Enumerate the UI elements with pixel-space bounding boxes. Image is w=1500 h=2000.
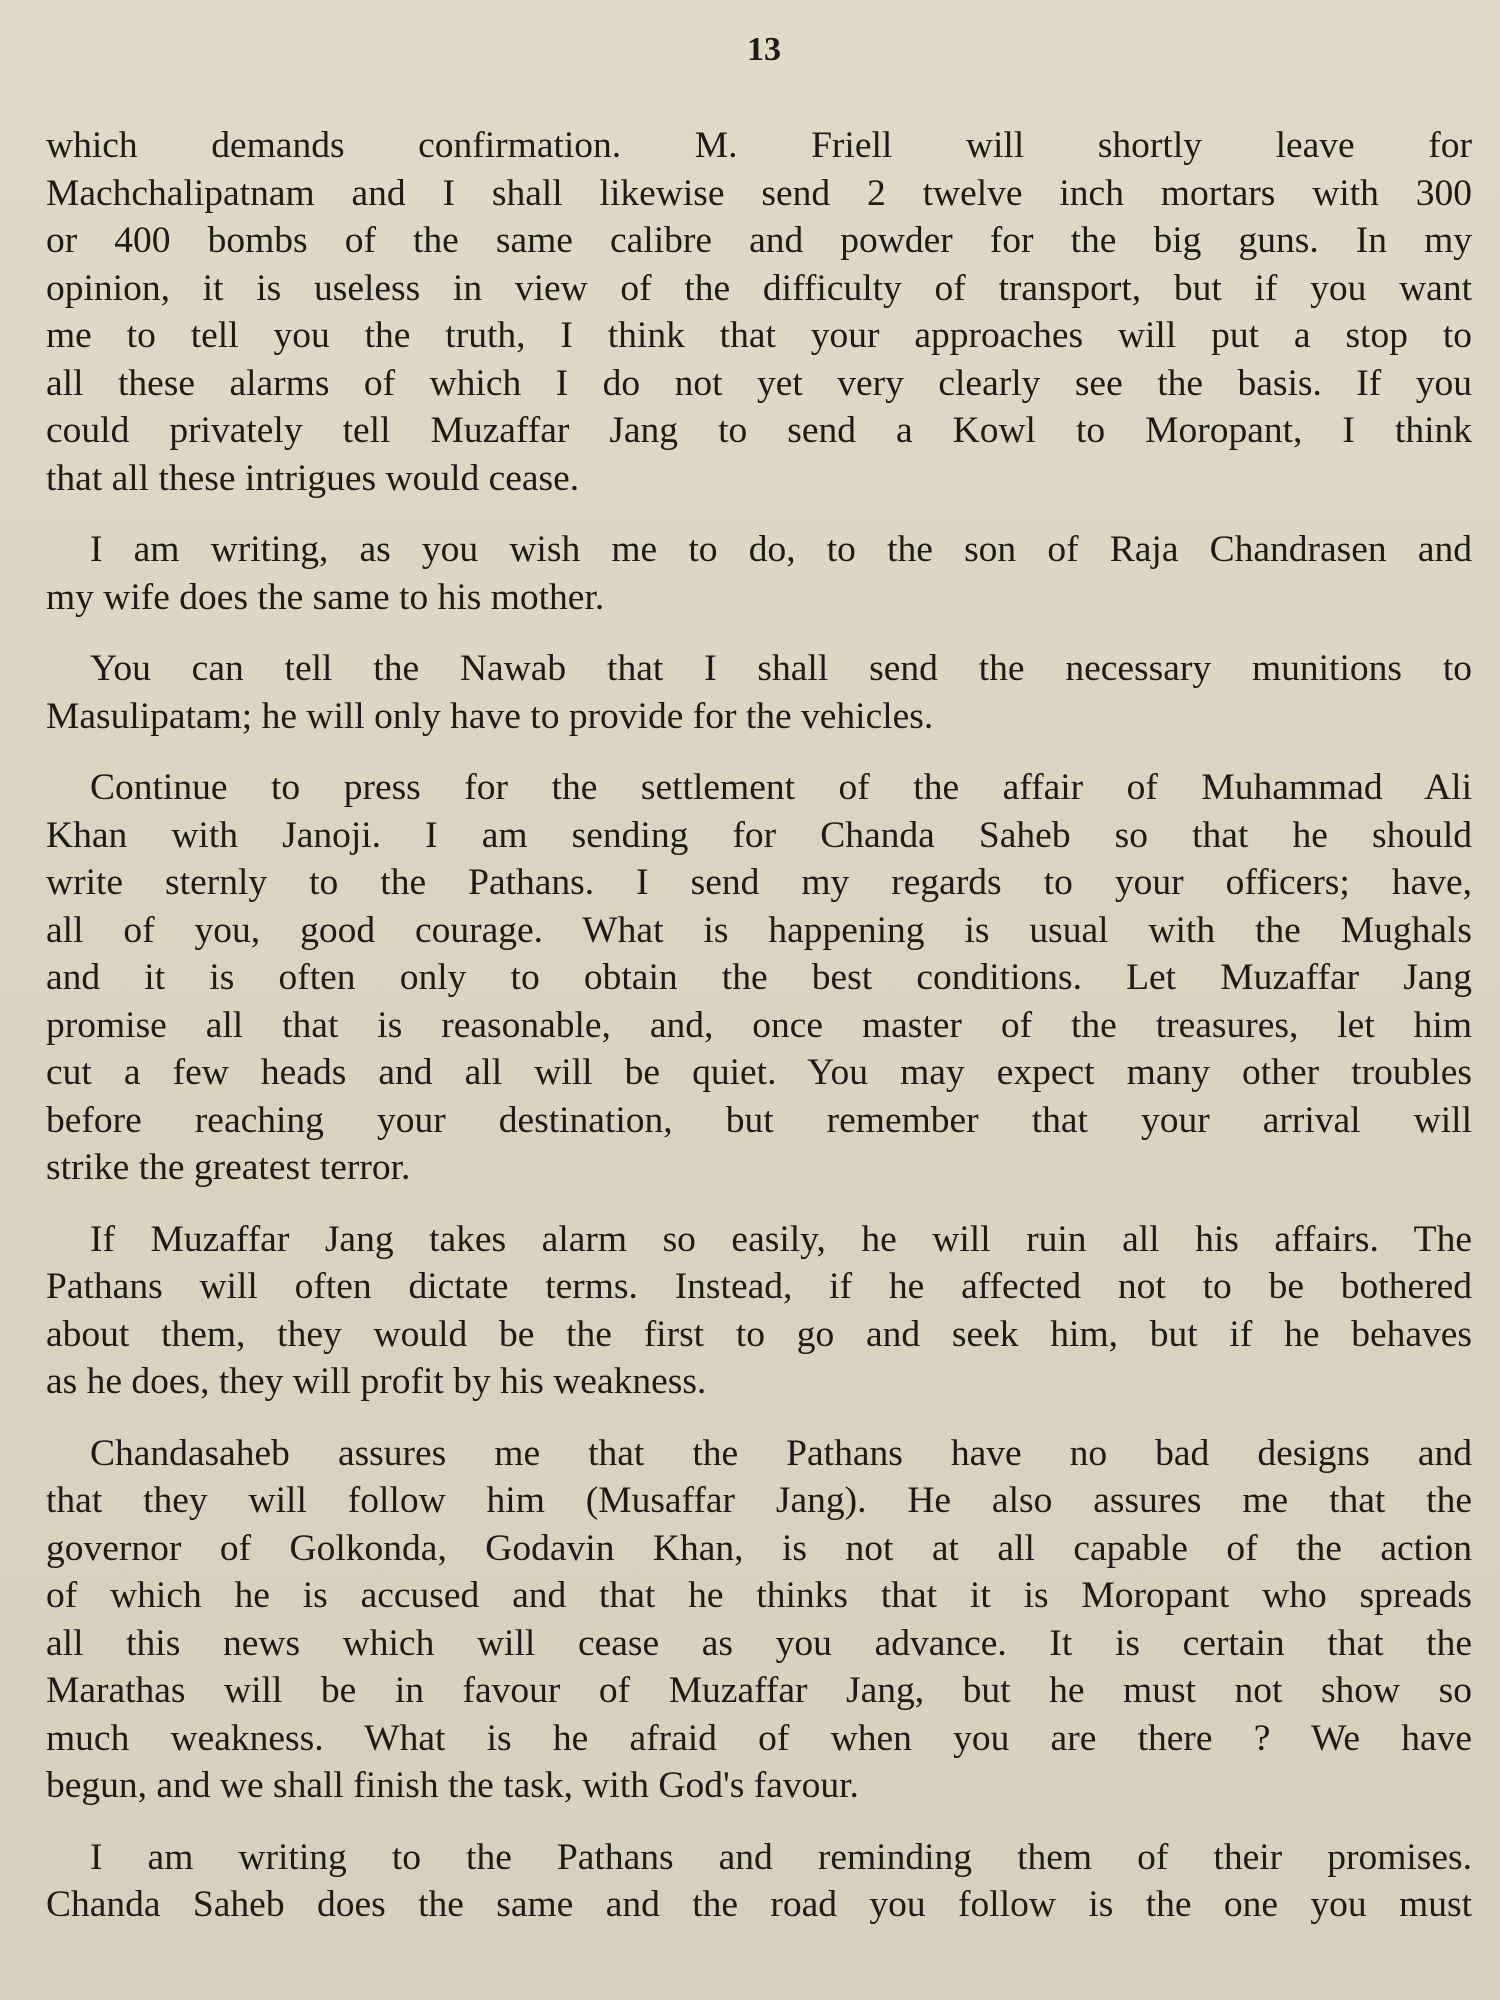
- text-line: If Muzaffar Jang takes alarm so easily, he will ruin all his affairs. The: [90, 1218, 1472, 1260]
- text-line: my wife does the same to his mother.: [46, 576, 605, 618]
- paragraph-1: [46, 122, 1472, 502]
- body-text: [46, 122, 1472, 1929]
- text-line: begun, and we shall finish the task, with God's favour.: [46, 1765, 859, 1806]
- text-line: Masulipatam; he will only have to provide for the vehicles.: [46, 695, 934, 737]
- text-line: much weakness. What is he afraid of when you are there ? We have: [46, 1717, 1472, 1759]
- text-line: could privately tell Muzaffar Jang to send a Kowl to Moropant, I think: [46, 410, 1472, 451]
- paragraph-2: [46, 526, 1472, 621]
- text-line: Marathas will be in favour of Muzaffar Jang, but he must not show so: [46, 1670, 1472, 1711]
- text-line: or 400 bombs of the same calibre and powder for the big guns. In my: [46, 220, 1472, 261]
- text-line: that they will follow him (Musaffar Jang). He also assures me that the: [46, 1480, 1472, 1521]
- paragraph-6: [46, 1430, 1472, 1810]
- text-line: Continue to press for the settlement of the affair of Muhammad Ali: [90, 767, 1472, 808]
- text-line: Pathans will often dictate terms. Instead, if he affected not to be bothered: [46, 1266, 1472, 1307]
- text-line: all of you, good courage. What is happening is usual with the Mughals: [46, 909, 1472, 951]
- paragraph-5: [46, 1216, 1472, 1406]
- text-line: Chandasaheb assures me that the Pathans have no bad designs and: [90, 1432, 1472, 1474]
- text-line: Machchalipatnam and I shall likewise send 2 twelve inch mortars with 300: [46, 172, 1472, 214]
- text-line: I am writing, as you wish me to do, to the son of Raja Chandrasen and: [90, 529, 1472, 570]
- text-line: Chanda Saheb does the same and the road you follow is the one you must: [46, 1884, 1472, 1925]
- text-line: promise all that is reasonable, and, once master of the treasures, let him: [46, 1004, 1472, 1046]
- paragraph-4: [46, 764, 1472, 1192]
- text-line: which demands confirmation. M. Friell will shortly leave for: [46, 125, 1472, 166]
- text-line: opinion, it is useless in view of the difficulty of transport, but if you want: [46, 267, 1472, 309]
- text-line: I am writing to the Pathans and reminding them of their promises.: [90, 1836, 1472, 1878]
- text-line: governor of Golkonda, Godavin Khan, is not at all capable of the action: [46, 1527, 1472, 1569]
- text-line: strike the greatest terror.: [46, 1147, 411, 1188]
- paragraph-3: [46, 645, 1472, 740]
- text-line: Khan with Janoji. I am sending for Chanda Saheb so that he should: [46, 814, 1472, 856]
- text-line: all this news which will cease as you advance. It is certain that the: [46, 1622, 1472, 1664]
- text-line: cut a few heads and all will be quiet. You may expect many other troubles: [46, 1052, 1472, 1093]
- text-line: and it is often only to obtain the best conditions. Let Muzaffar Jang: [46, 957, 1472, 998]
- text-line: of which he is accused and that he thinks that it is Moropant who spreads: [46, 1575, 1472, 1616]
- text-line: as he does, they will profit by his weakness.: [46, 1361, 707, 1402]
- text-line: about them, they would be the first to go and seek him, but if he behaves: [46, 1313, 1472, 1355]
- paragraph-7: [46, 1834, 1472, 1929]
- text-line: write sternly to the Pathans. I send my regards to your officers; have,: [46, 862, 1472, 903]
- text-line: that all these intrigues would cease.: [46, 457, 580, 499]
- page-number: 13: [747, 31, 781, 68]
- text-line: all these alarms of which I do not yet very clearly see the basis. If you: [46, 362, 1472, 404]
- text-line: before reaching your destination, but remember that your arrival will: [46, 1099, 1472, 1141]
- text-line: You can tell the Nawab that I shall send the necessary munitions to: [90, 648, 1472, 689]
- text-line: me to tell you the truth, I think that your approaches will put a stop to: [46, 315, 1472, 356]
